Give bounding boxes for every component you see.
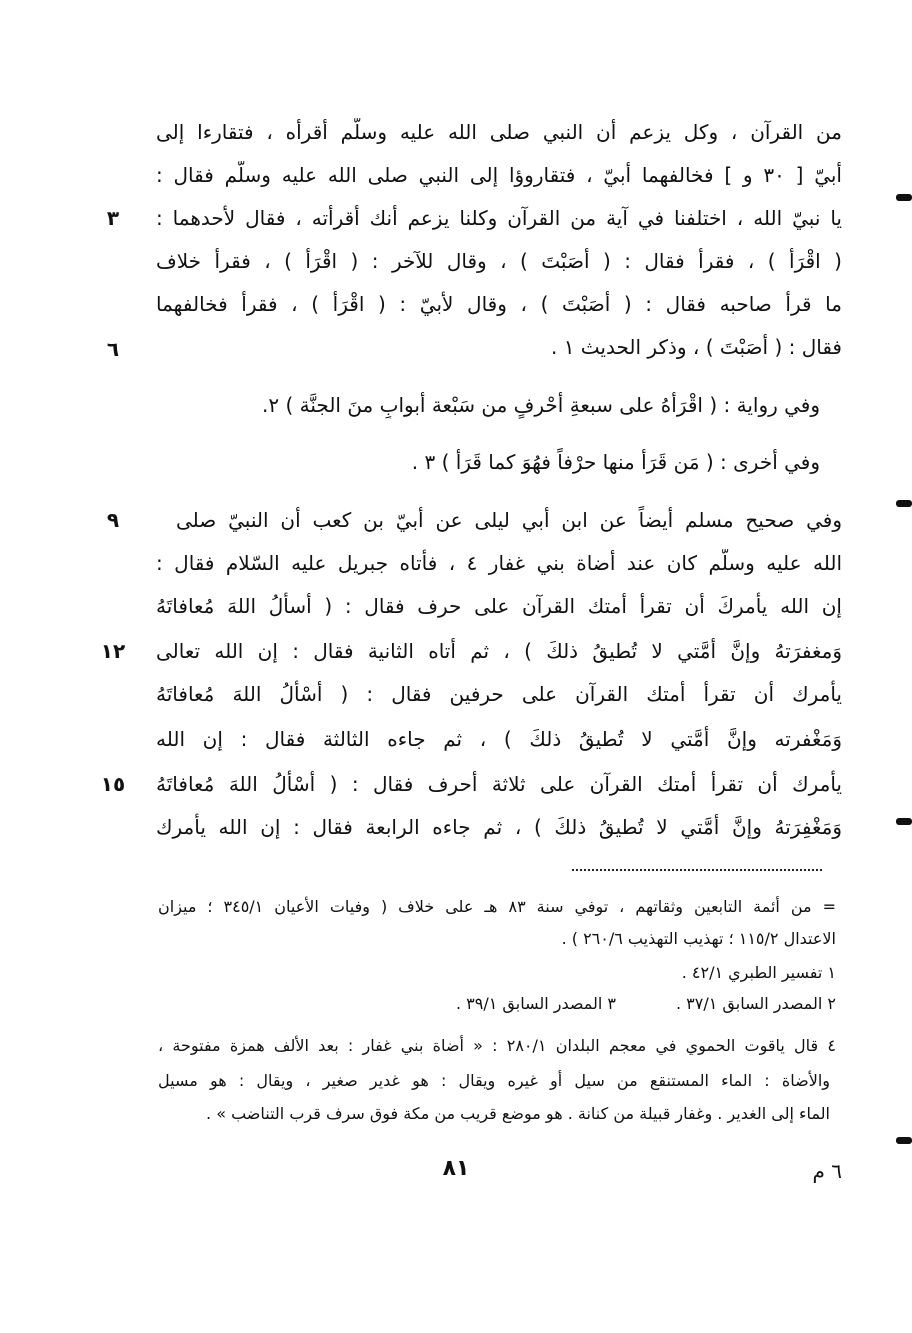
text-line: وَمَغْفرته وإنَّ أُمَّتي لا تُطيقُ ذلكَ ) ، ثم جاءه الثالثة فقال : إن الله — [156, 727, 842, 751]
footnote-4: ٤ قال ياقوت الحموي في معجم البلدان ٢٨٠/١ : « أضاة بني غفار : بعد الألف همزة مفتوحة ، — [158, 1036, 836, 1055]
text-line: إن الله يأمركَ أن تقرأ أمتك القرآن على حرف فقال : ( أَسأَلُ اللهَ مُعافاتَهُ — [156, 594, 842, 618]
text-line: وفي صحيح مسلم أيضاً عن ابن أبي ليلى عن أُبيّ بن كعب أن النبيّ صلى — [176, 508, 842, 532]
footnote-line: الاعتدال ١١٥/٢ ؛ تهذيب التهذيب ٢٦٠/٦ ) . — [561, 929, 836, 948]
line-number: ٣ — [106, 206, 120, 230]
text-line: أبيّ [ ٣٠ و ] فخالفهما أبيّ ، فتقاروؤا إلى النبي صلى الله عليه وسلّم فقال : — [156, 163, 842, 187]
footnote-1: ١ تفسير الطبري ٤٢/١ . — [681, 963, 836, 982]
footnote-separator — [572, 869, 822, 871]
edge-mark — [896, 500, 912, 507]
edge-mark — [896, 818, 912, 825]
text-line: يا نبيّ الله ، اختلفنا في آية من القرآن وكلنا يزعم أنك أقرأته ، فقال لأحدهما : — [156, 206, 842, 230]
signature-mark: ٦ م — [812, 1159, 842, 1183]
footnote-line: الماء إلى الغدير . وغفار قبيلة من كنانة . هو موضع قريب من مكة فوق سرف قرب التناضب » . — [206, 1104, 830, 1123]
text-line: وفي رواية : ( اقْرَأهُ على سبعةِ أحْرفٍ من سَبْعة أبوابٍ منَ الجنَّة ) ٢. — [262, 393, 820, 417]
text-line: الله عليه وسلّم كان عند أضاة بني غفار ٤ ، فأتاه جبريل عليه السّلام فقال : — [156, 551, 842, 575]
line-number: ١٥ — [100, 772, 126, 796]
footnote-3: ٣ المصدر السابق ٣٩/١ . — [455, 994, 616, 1013]
text-line: وَمَغْفِرَتهُ وإنَّ أُمَّتي لا تُطيقُ ذلكَ ) ، ثم جاءه الرابعة فقال : إن الله يأمرك — [156, 815, 842, 839]
edge-mark — [896, 1137, 912, 1144]
text-line: ما قرأ صاحبه فقال : ( أَصَبْتَ ) ، وقال لأبيّ : ( اقْرَأْ ) ، فقرأ فخالفهما — [156, 292, 842, 316]
text-line: يأمرك أن تقرأ أُمتك القرآن على ثلاثة أحرف فقال : ( أَسْأَلُ اللهَ مُعافاتَهُ — [156, 772, 842, 796]
footnote-pair — [158, 993, 836, 1015]
text-line: ( اقْرَأْ ) ، فقرأ فقال : ( أَصَبْتَ ) ، وقال للآخر : ( اقْرَأْ ) ، فقرأ خلاف — [156, 249, 842, 273]
text-line: وفي أخرى : ( مَن قَرَأ منها حرْفاً فهُوَ كما قَرَأ ) ٣ . — [411, 450, 820, 474]
text-line: فقال : ( أَصَبْتَ ) ، وذكر الحديث ١ . — [550, 335, 842, 359]
edge-mark — [896, 194, 912, 201]
line-number: ٦ — [106, 337, 120, 361]
text-line: من القرآن ، وكل يزعم أن النبي صلى الله عليه وسلّم أقرأه ، فتقارءا إلى — [156, 120, 842, 144]
text-line: يأمرك أن تقرأ أُمتك القرآن على حرفين فقال : ( أَسْأَلُ اللهَ مُعافاتَهُ — [156, 682, 842, 706]
footnote-line: = من أئمة التابعين وثقاتهم ، توفي سنة ٨٣ هـ على خلاف ( وفيات الأعيان ٣٤٥/١ ؛ ميزان — [158, 897, 836, 916]
footnote-line: والأضاة : الماء المستنقع من سيل أو غيره ويقال : هو غدير صغير ، ويقال : هو مسيل — [158, 1071, 830, 1090]
line-number: ١٢ — [100, 639, 126, 663]
line-number: ٩ — [106, 508, 120, 532]
text-line: وَمغفرَتهُ وإنَّ أُمَّتي لا تُطيقُ ذلكَ ) ، ثم أتاه الثانية فقال : إن الله تعالى — [156, 639, 842, 663]
page-number: ٨١ — [442, 1156, 470, 1181]
footnote-2: ٢ المصدر السابق ٣٧/١ . — [675, 994, 836, 1013]
